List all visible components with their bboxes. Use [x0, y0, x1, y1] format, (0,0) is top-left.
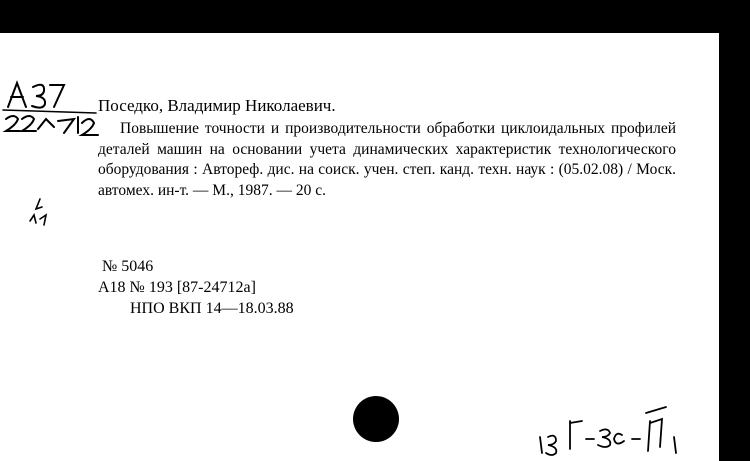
- bibliographic-description: Повышение точности и производительности обработки циклоидальных профилей деталей машин на основании учета динамических характеристик технологического оборудования : Автореф. дис. на соиск. учен. степ. канд. техн. наук : (05.02.08) / Моск. автомех. ин-т. — М., 1987. — 20 с.: [98, 120, 676, 199]
- catalog-card: [0, 33, 719, 461]
- author-heading: Поседко, Владимир Николаевич.: [98, 96, 336, 115]
- card-number: № 5046: [102, 258, 154, 275]
- catalog-reference: А18 № 193 [87-24712а]: [98, 279, 256, 296]
- card-metadata: [98, 256, 294, 319]
- punch-hole: [353, 396, 399, 442]
- handwritten-shelf-mark: [536, 401, 706, 461]
- handwritten-call-number: [0, 77, 100, 147]
- handwritten-mark: [24, 195, 54, 235]
- publisher-line: НПО ВКП 14—18.03.88: [130, 300, 294, 317]
